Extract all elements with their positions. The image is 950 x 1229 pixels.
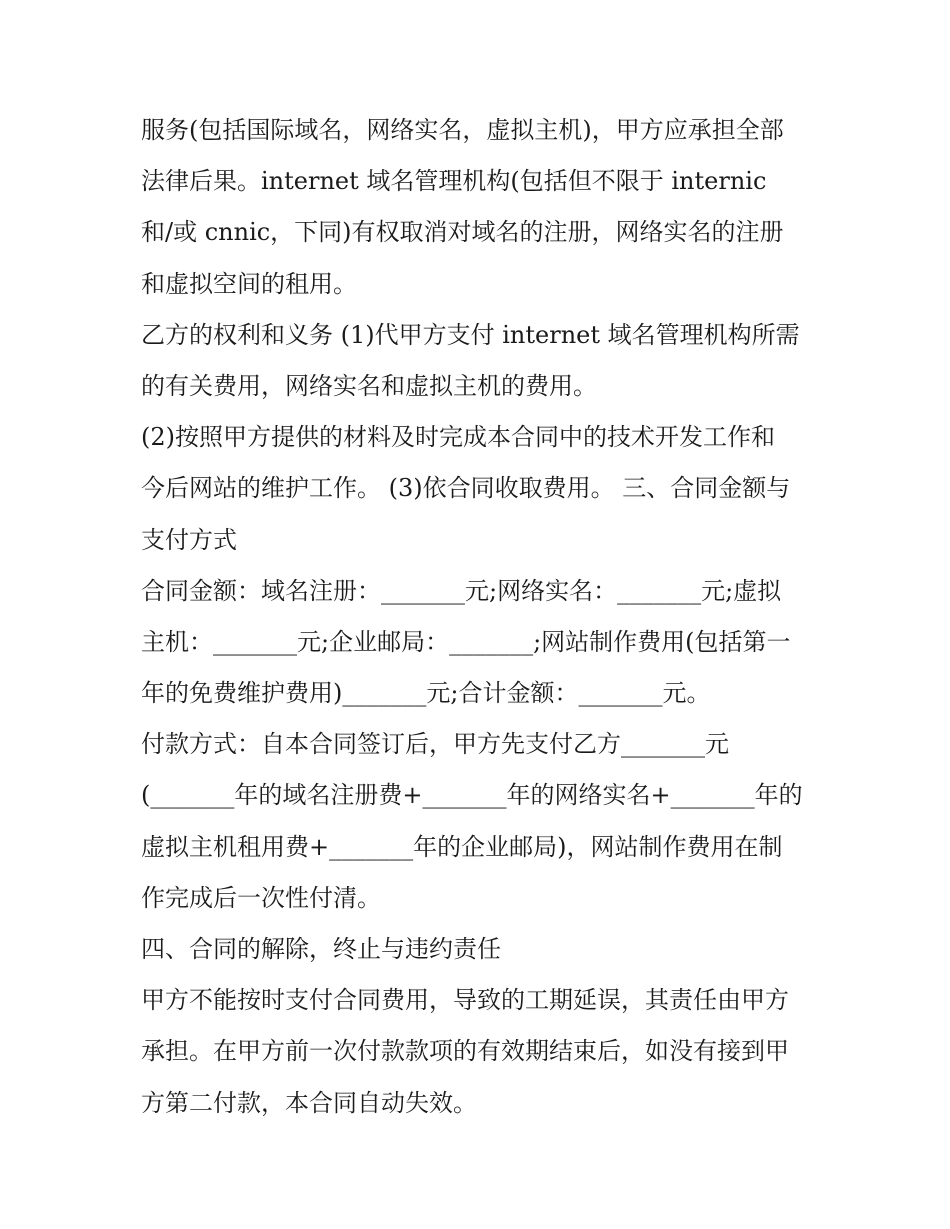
section-heading: 四、合同的解除，终止与违约责任 xyxy=(141,935,501,963)
text-line: 的有关费用，网络实名和虚拟主机的费用。 xyxy=(141,371,597,400)
text-line: 服务(包括国际域名，网络实名，虚拟主机)，甲方应承担全部 xyxy=(141,116,784,144)
text-line: 付款方式：自本合同签订后，甲方先支付乙方_______元 xyxy=(141,730,729,759)
text-line: 年的免费维护费用)_______元;合计金额：_______元。 xyxy=(141,679,711,708)
text-line: 今后网站的维护工作。 (3)依合同收取费用。 三、合同金额与 xyxy=(141,474,791,503)
text-line: 和/或 cnnic，下同)有权取消对域名的注册，网络实名的注册 xyxy=(141,218,784,247)
contract-text xyxy=(141,105,821,1129)
text-line: 方第二付款，本合同自动失效。 xyxy=(141,1088,477,1117)
section-heading-line: 支付方式 xyxy=(141,525,237,554)
text-line: 主机：_______元;企业邮局：_______;网站制作费用(包括第一 xyxy=(141,627,791,656)
text-line: (_______年的域名注册费+_______年的网络实名+_______年的 xyxy=(141,781,803,810)
text-line: 法律后果。internet 域名管理机构(包括但不限于 internic xyxy=(141,167,767,196)
text-line: 虚拟主机租用费+_______年的企业邮局)，网站制作费用在制 xyxy=(141,832,783,861)
text-line: (2)按照甲方提供的材料及时完成本合同中的技术开发工作和 xyxy=(141,423,775,452)
text-line: 合同金额：域名注册：_______元;网络实名：_______元;虚拟 xyxy=(141,576,782,605)
text-line: 承担。在甲方前一次付款款项的有效期结束后，如没有接到甲 xyxy=(141,1037,789,1066)
text-line: 和虚拟空间的租用。 xyxy=(141,269,357,298)
text-line: 甲方不能按时支付合同费用，导致的工期延误，其责任由甲方 xyxy=(141,986,789,1015)
text-line: 作完成后一次性付清。 xyxy=(141,883,381,912)
text-line: 乙方的权利和义务 (1)代甲方支付 internet 域名管理机构所需 xyxy=(141,320,800,349)
